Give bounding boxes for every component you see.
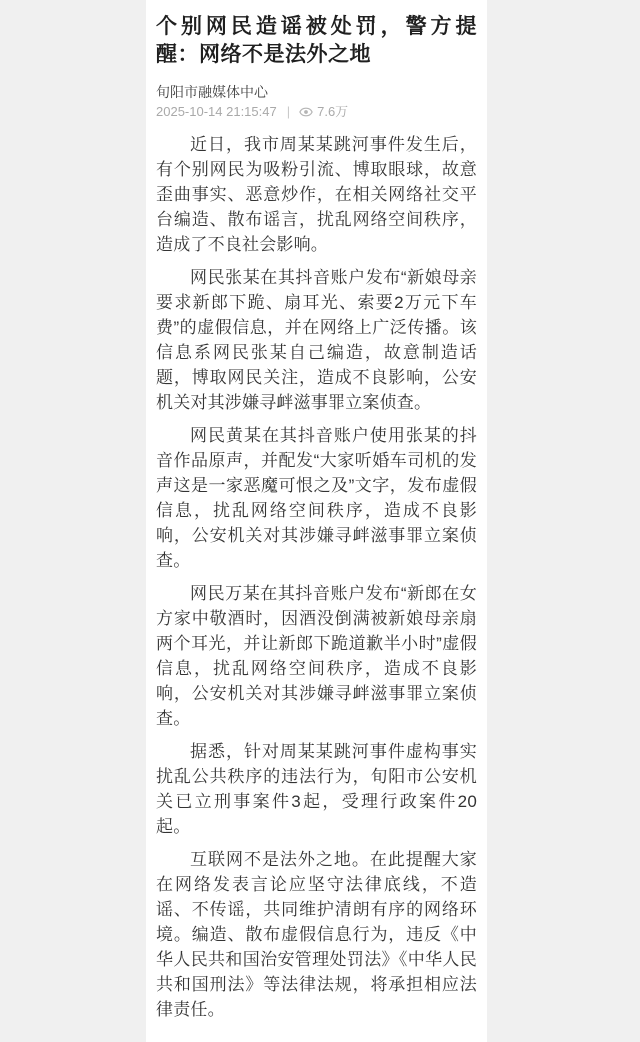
article-paragraph: 网民黄某在其抖音账户使用张某的抖音作品原声，并配发“大家听婚车司机的发声这是一家恶魔可恨之及”文字，发布虚假信息，扰乱网络空间秩序，造成不良影响，公安机关对其涉嫌寻衅滋事罪立案侦查。	[156, 426, 477, 570]
article-paragraph: 网民张某在其抖音账户发布“新娘母亲要求新郎下跪、扇耳光、索要2万元下车费”的虚假信息，并在网络上广泛传播。该信息系网民张某自己编造，故意制造话题，博取网民关注，造成不良影响，公安机关对其涉嫌寻衅滋事罪立案侦查。	[156, 268, 477, 412]
eye-icon	[299, 105, 313, 119]
view-count: 7.6万	[317, 104, 349, 119]
article-meta	[156, 104, 477, 120]
publish-time: 2025-10-14 21:15:47	[156, 104, 277, 119]
article-title: 个别网民造谣被处罚，警方提醒：网络不是法外之地	[156, 15, 477, 66]
meta-divider: |	[286, 104, 291, 119]
article-paragraph: 网民万某在其抖音账户发布“新郎在女方家中敬酒时，因酒没倒满被新娘母亲扇两个耳光，并让新郎下跪道歉半小时”虚假信息，扰乱网络空间秩序，造成不良影响，公安机关对其涉嫌寻衅滋事罪立案侦查。	[156, 584, 477, 728]
article-source: 旬阳市融媒体中心	[156, 84, 268, 100]
article-paragraph: 互联网不是法外之地。在此提醒大家在网络发表言论应坚守法律底线，不造谣、不传谣，共同维护清朗有序的网络环境。编造、散布虚假信息行为，违反《中华人民共和国治安管理处罚法》《中华人民共和国刑法》等法律法规，将承担相应法律责任。	[156, 850, 477, 1019]
article-paragraph: 据悉，针对周某某跳河事件虚构事实扰乱公共秩序的违法行为，旬阳市公安机关已立刑事案件3起，受理行政案件20起。	[156, 742, 477, 836]
article-body	[156, 132, 477, 1022]
article-card	[146, 0, 487, 1042]
article-paragraph: 近日，我市周某某跳河事件发生后，有个别网民为吸粉引流、博取眼球，故意歪曲事实、恶意炒作，在相关网络社交平台编造、散布谣言，扰乱网络空间秩序，造成了不良社会影响。	[156, 135, 477, 254]
